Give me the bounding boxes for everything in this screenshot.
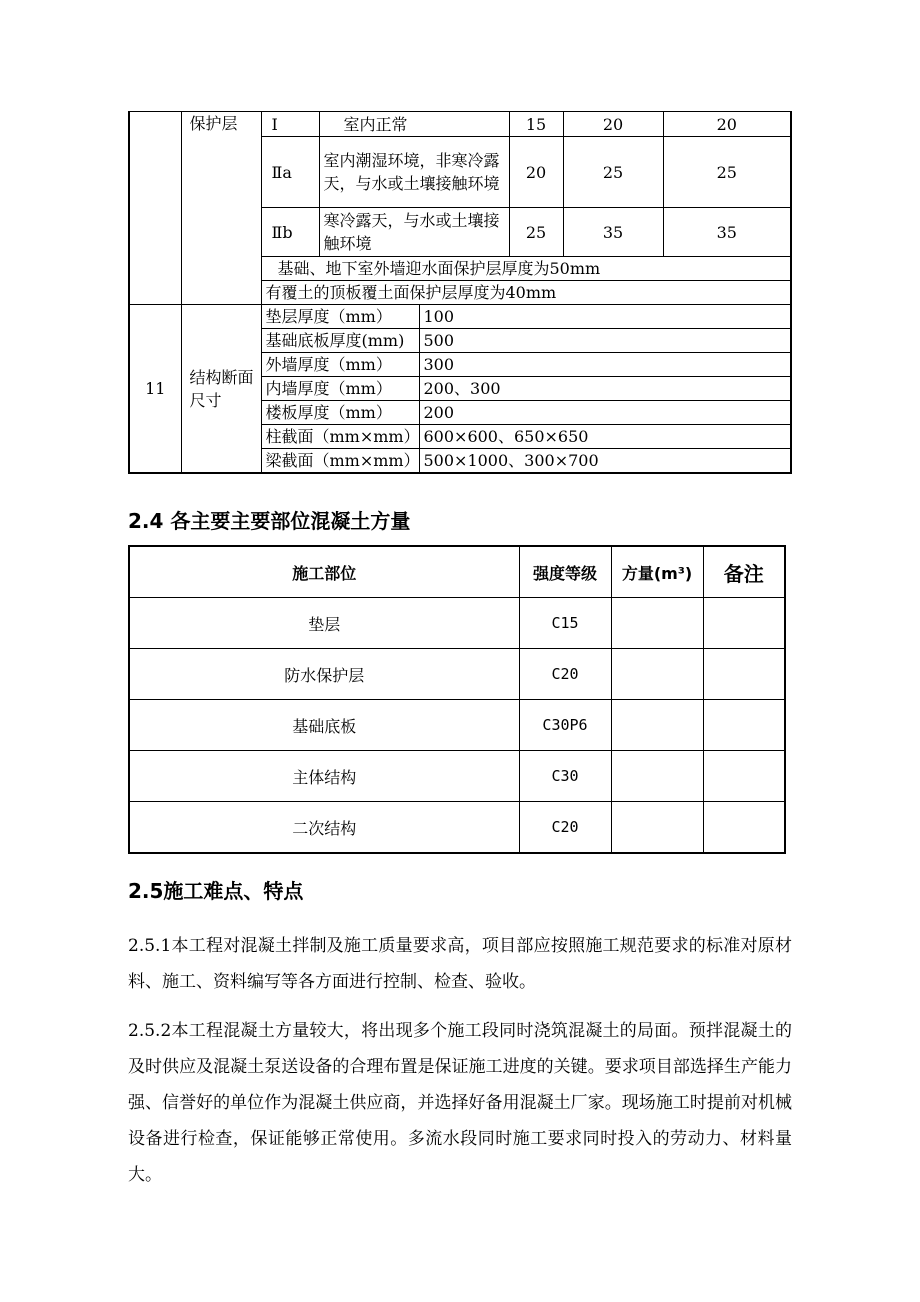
table-row [129, 802, 785, 854]
paragraph-2-5-2: 2.5.2本工程混凝土方量较大，将出现多个施工段同时浇筑混凝土的局面。预拌混凝土的及时供应及混凝土泵送设备的合理布置是保证施工进度的关键。要求项目部选择生产能力强、信誉好的单位作为混凝土供应商，并选择好备用混凝土厂家。现场施工时提前对机械设备进行检查，保证能够正常使用。多流水段同时施工要求同时投入的劳动力、材料量大。 [128, 1021, 792, 1185]
section-category: 结构断面尺寸 [181, 305, 261, 474]
section-value: 200、300 [419, 377, 791, 401]
volume-cell [611, 649, 703, 700]
header-grade: 强度等级 [519, 546, 611, 598]
cover-class: Ⅱa [261, 137, 319, 208]
section-value: 500×1000、300×700 [419, 449, 791, 474]
remark-cell [703, 700, 785, 751]
part-cell: 主体结构 [129, 751, 519, 802]
section-value: 300 [419, 353, 791, 377]
cover-env: 室内潮湿环境，非寒冷露天，与水或土壤接触环境 [319, 137, 509, 208]
part-cell: 二次结构 [129, 802, 519, 854]
grade-cell: C20 [519, 802, 611, 854]
table-row [129, 700, 785, 751]
section-label: 内墙厚度（mm） [261, 377, 419, 401]
cover-value-3: 25 [663, 137, 791, 208]
cover-row-1 [129, 112, 791, 137]
section-label: 楼板厚度（mm） [261, 401, 419, 425]
cover-category: 保护层 [181, 112, 261, 305]
header-part: 施工部位 [129, 546, 519, 598]
concrete-volume-table [128, 545, 786, 854]
section-row [129, 305, 791, 329]
cover-note-1: 基础、地下室外墙迎水面保护层厚度为50mm [261, 257, 791, 281]
cover-value-1: 20 [509, 137, 563, 208]
cover-value-2: 35 [563, 208, 663, 257]
remark-cell [703, 649, 785, 700]
volume-cell [611, 598, 703, 649]
section-label: 外墙厚度（mm） [261, 353, 419, 377]
cover-value-1: 15 [509, 112, 563, 137]
section-value: 600×600、650×650 [419, 425, 791, 449]
cover-env: 室内正常 [319, 112, 509, 137]
grade-cell: C20 [519, 649, 611, 700]
section-24-heading: 2.4 各主要主要部位混凝土方量 [128, 509, 411, 533]
volume-cell [611, 751, 703, 802]
remark-cell [703, 751, 785, 802]
section-25-heading: 2.5施工难点、特点 [128, 879, 304, 903]
grade-cell: C30 [519, 751, 611, 802]
cover-value-1: 25 [509, 208, 563, 257]
cover-class: Ⅰ [261, 112, 319, 137]
volume-cell [611, 700, 703, 751]
part-cell: 垫层 [129, 598, 519, 649]
cover-value-3: 35 [663, 208, 791, 257]
cover-note-2: 有覆土的顶板覆土面保护层厚度为40mm [261, 281, 791, 305]
paragraph-2-5-1: 2.5.1本工程对混凝土拌制及施工质量要求高，项目部应按照施工规范要求的标准对原材料、施工、资料编写等各方面进行控制、检查、验收。 [128, 936, 792, 992]
remark-cell [703, 802, 785, 854]
table-row [129, 649, 785, 700]
table-header-row [129, 546, 785, 598]
section-value: 200 [419, 401, 791, 425]
section-label: 基础底板厚度(mm) [261, 329, 419, 353]
table-row [129, 598, 785, 649]
section-label: 梁截面（mm×mm） [261, 449, 419, 474]
part-cell: 基础底板 [129, 700, 519, 751]
table-row [129, 751, 785, 802]
header-remark: 备注 [703, 546, 785, 598]
grade-cell: C30P6 [519, 700, 611, 751]
section-value: 500 [419, 329, 791, 353]
section-value: 100 [419, 305, 791, 329]
cover-class: Ⅱb [261, 208, 319, 257]
grade-cell: C15 [519, 598, 611, 649]
volume-cell [611, 802, 703, 854]
cover-env: 寒冷露天，与水或土壤接触环境 [319, 208, 509, 257]
blank-number-cell [129, 112, 181, 305]
spec-table [128, 111, 792, 474]
remark-cell [703, 598, 785, 649]
section-label: 垫层厚度（mm） [261, 305, 419, 329]
cover-value-3: 20 [663, 112, 791, 137]
cover-value-2: 25 [563, 137, 663, 208]
section-label: 柱截面（mm×mm） [261, 425, 419, 449]
header-volume: 方量(m³) [611, 546, 703, 598]
part-cell: 防水保护层 [129, 649, 519, 700]
section-number: 11 [129, 305, 181, 474]
cover-value-2: 20 [563, 112, 663, 137]
